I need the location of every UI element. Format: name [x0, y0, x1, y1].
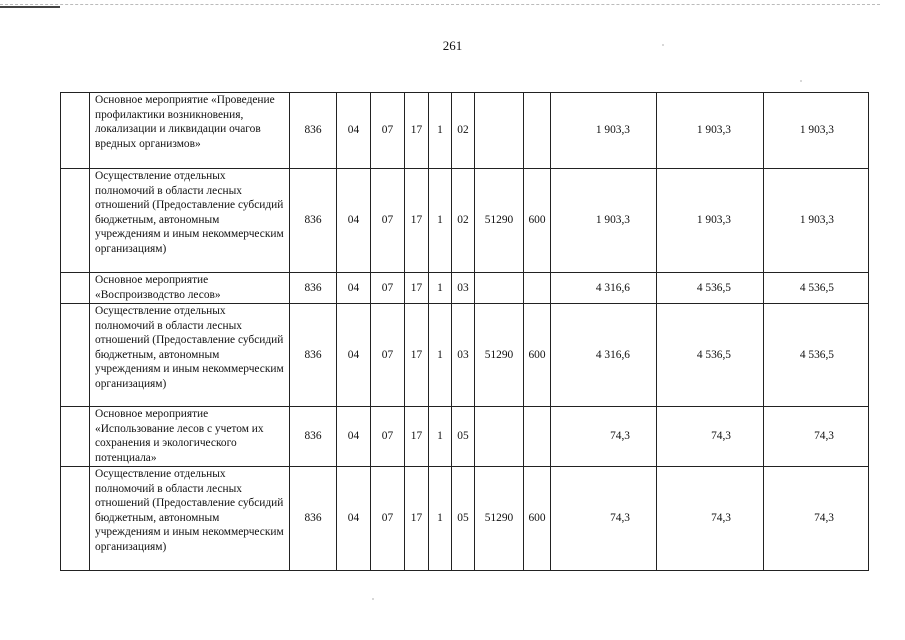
row-cell-c1: 836	[290, 93, 337, 169]
row-cell-c5: 1	[429, 169, 452, 273]
row-name-cell: Основное мероприятие «Использование лесов с учетом их сохранения и экологического потенциала»	[90, 407, 290, 467]
row-cell-v1: 1 903,3	[551, 93, 657, 169]
row-cell-c1: 836	[290, 407, 337, 467]
scan-speck	[800, 80, 802, 82]
row-stub-cell	[61, 169, 90, 273]
row-cell-v3: 1 903,3	[764, 93, 869, 169]
row-cell-v2: 74,3	[657, 467, 764, 571]
row-stub-cell	[61, 304, 90, 407]
row-cell-c1: 836	[290, 304, 337, 407]
row-cell-c8: 600	[524, 467, 551, 571]
row-name-cell: Осуществление отдельных полномочий в области лесных отношений (Предоставление субсидий бюджетным, автономным учреждениям и иным некоммерческим организациям)	[90, 169, 290, 273]
row-name-cell: Основное мероприятие «Воспроизводство лесов»	[90, 273, 290, 304]
table-row	[61, 407, 869, 467]
row-cell-c7: 51290	[475, 169, 524, 273]
row-cell-c8	[524, 273, 551, 304]
row-cell-c2: 04	[337, 407, 371, 467]
row-cell-c7	[475, 273, 524, 304]
row-name-cell: Осуществление отдельных полномочий в области лесных отношений (Предоставление субсидий бюджетным, автономным учреждениям и иным некоммерческим организациям)	[90, 304, 290, 407]
row-cell-v2: 4 536,5	[657, 304, 764, 407]
row-cell-v3: 1 903,3	[764, 169, 869, 273]
row-cell-c3: 07	[371, 169, 405, 273]
table-row	[61, 467, 869, 571]
row-cell-v1: 74,3	[551, 467, 657, 571]
row-cell-c4: 17	[405, 407, 429, 467]
row-stub-cell	[61, 93, 90, 169]
top-scan-edge	[0, 4, 880, 5]
row-cell-c1: 836	[290, 273, 337, 304]
scan-speck	[372, 598, 374, 600]
row-cell-c3: 07	[371, 407, 405, 467]
scan-speck	[662, 44, 664, 46]
row-cell-c4: 17	[405, 467, 429, 571]
table-row	[61, 169, 869, 273]
row-name-cell: Осуществление отдельных полномочий в области лесных отношений (Предоставление субсидий бюджетным, автономным учреждениям и иным некоммерческим организациям)	[90, 467, 290, 571]
row-cell-c2: 04	[337, 93, 371, 169]
table-row	[61, 93, 869, 169]
row-cell-c7	[475, 93, 524, 169]
row-cell-c8	[524, 407, 551, 467]
row-cell-c7	[475, 407, 524, 467]
row-cell-c4: 17	[405, 304, 429, 407]
row-cell-c6: 02	[452, 93, 475, 169]
row-name-cell: Основное мероприятие «Проведение профилактики возникновения, локализации и ликвидации очагов вредных организмов»	[90, 93, 290, 169]
row-cell-v1: 4 316,6	[551, 273, 657, 304]
row-cell-c7: 51290	[475, 304, 524, 407]
table-row	[61, 304, 869, 407]
row-cell-c2: 04	[337, 304, 371, 407]
row-cell-v3: 4 536,5	[764, 273, 869, 304]
row-cell-c6: 03	[452, 273, 475, 304]
row-cell-c1: 836	[290, 467, 337, 571]
top-scan-mark	[0, 6, 60, 8]
row-cell-c8: 600	[524, 304, 551, 407]
row-cell-v1: 74,3	[551, 407, 657, 467]
row-cell-c1: 836	[290, 169, 337, 273]
row-cell-v2: 74,3	[657, 407, 764, 467]
row-cell-c6: 05	[452, 407, 475, 467]
row-cell-c4: 17	[405, 93, 429, 169]
row-cell-c2: 04	[337, 169, 371, 273]
row-cell-c5: 1	[429, 304, 452, 407]
row-cell-c7: 51290	[475, 467, 524, 571]
row-cell-c4: 17	[405, 169, 429, 273]
row-cell-v3: 74,3	[764, 467, 869, 571]
row-cell-v2: 1 903,3	[657, 93, 764, 169]
row-cell-c6: 05	[452, 467, 475, 571]
row-cell-c8	[524, 93, 551, 169]
row-cell-c5: 1	[429, 467, 452, 571]
row-cell-v1: 1 903,3	[551, 169, 657, 273]
row-cell-c4: 17	[405, 273, 429, 304]
row-stub-cell	[61, 273, 90, 304]
row-cell-v1: 4 316,6	[551, 304, 657, 407]
row-stub-cell	[61, 467, 90, 571]
row-cell-c6: 03	[452, 304, 475, 407]
row-cell-c3: 07	[371, 93, 405, 169]
row-cell-c5: 1	[429, 93, 452, 169]
row-cell-c8: 600	[524, 169, 551, 273]
row-cell-c3: 07	[371, 467, 405, 571]
row-cell-c3: 07	[371, 304, 405, 407]
row-cell-c5: 1	[429, 273, 452, 304]
row-cell-c2: 04	[337, 467, 371, 571]
page-number: 261	[442, 38, 463, 53]
row-cell-c2: 04	[337, 273, 371, 304]
row-cell-v3: 74,3	[764, 407, 869, 467]
row-cell-c6: 02	[452, 169, 475, 273]
budget-table	[60, 92, 869, 571]
row-cell-v2: 4 536,5	[657, 273, 764, 304]
row-cell-c3: 07	[371, 273, 405, 304]
table-row	[61, 273, 869, 304]
row-cell-v3: 4 536,5	[764, 304, 869, 407]
row-cell-v2: 1 903,3	[657, 169, 764, 273]
row-stub-cell	[61, 407, 90, 467]
row-cell-c5: 1	[429, 407, 452, 467]
